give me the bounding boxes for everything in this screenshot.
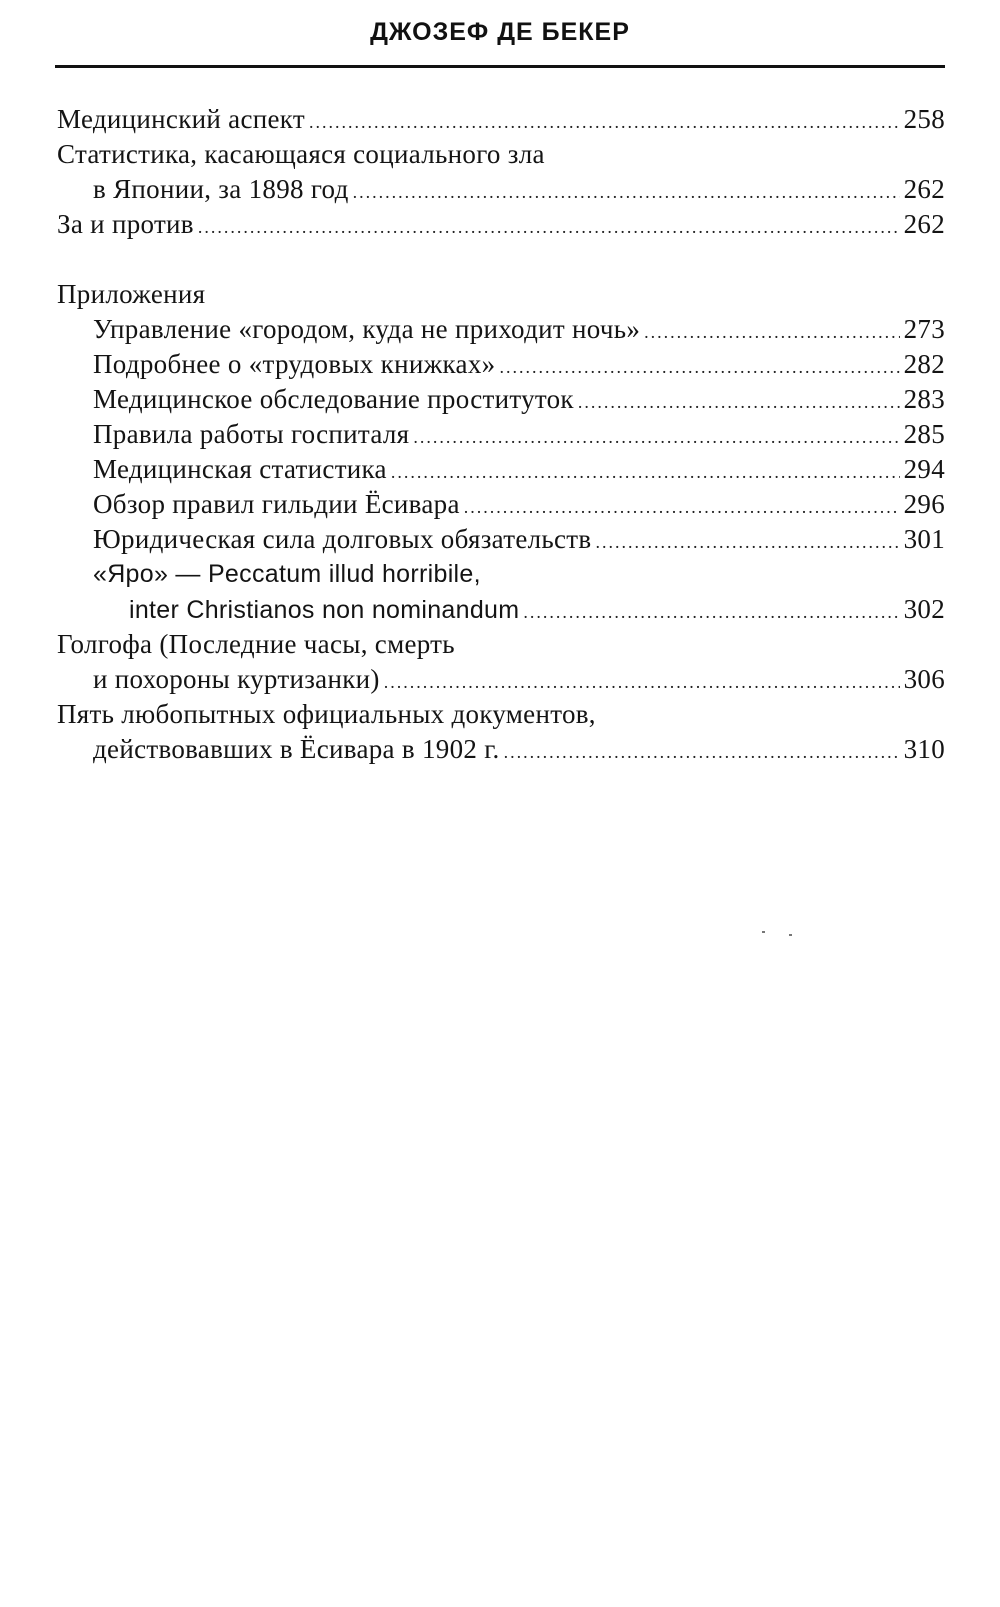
table-of-contents — [57, 102, 945, 767]
toc-entry-title: «Яро» — Peccatum illud horribile, — [93, 560, 481, 588]
appendix-heading — [57, 277, 945, 312]
appendix-entry — [57, 417, 945, 452]
dot-leader — [644, 315, 899, 350]
toc-entry-title: Юридическая сила долговых обязательств — [93, 524, 592, 554]
running-head: ДЖОЗЕФ ДЕ БЕКЕР — [370, 18, 630, 46]
toc-entry-page: 302 — [903, 594, 945, 624]
dot-leader — [391, 455, 900, 490]
toc-entry-title: Медицинский аспект — [57, 104, 305, 134]
appendix-heading-text: Приложения — [57, 279, 206, 309]
toc-entry-page: 283 — [903, 384, 945, 414]
toc-entry-page: 296 — [903, 489, 945, 519]
toc-entry-title: Управление «городом, куда не приходит ночь» — [93, 314, 641, 344]
toc-entry — [57, 207, 945, 242]
toc-entry-title: Медицинская статистика — [93, 454, 387, 484]
dot-leader — [353, 175, 900, 210]
toc-entry-title: Подробнее о «трудовых книжках» — [93, 349, 496, 379]
dot-leader — [499, 350, 899, 385]
toc-entry-page: 273 — [903, 314, 945, 344]
dot-leader — [578, 385, 900, 420]
toc-entry-title: Статистика, касающаяся социального зла — [57, 139, 545, 169]
toc-entry-title-continuation: действовавших в Ёсивара в 1902 г. — [93, 734, 500, 764]
appendix-entry — [57, 487, 945, 522]
header-rule — [55, 65, 945, 68]
toc-entry-line1 — [57, 697, 945, 732]
dot-leader — [464, 490, 900, 525]
toc-entry-page: 285 — [903, 419, 945, 449]
appendix-entry — [57, 522, 945, 557]
toc-entry-title: Голгофа (Последние часы, смерть — [57, 629, 455, 659]
appendix-entry — [57, 452, 945, 487]
dot-leader — [413, 420, 899, 455]
dot-leader — [523, 595, 899, 630]
toc-entry-title: Обзор правил гильдии Ёсивара — [93, 489, 460, 519]
toc-entry-title-continuation: в Японии, за 1898 год — [93, 174, 349, 204]
scan-speck — [762, 931, 765, 933]
toc-entry-page: 294 — [903, 454, 945, 484]
toc-entry-page: 258 — [903, 104, 945, 134]
dot-leader — [198, 210, 900, 245]
dot-leader — [384, 665, 900, 700]
section-gap — [57, 242, 945, 277]
dot-leader — [504, 735, 900, 770]
dot-leader — [309, 105, 900, 140]
dot-leader — [595, 525, 899, 560]
appendix-entry-line1 — [57, 557, 945, 592]
toc-entry-title-continuation: inter Christianos non nominandum — [129, 596, 520, 624]
toc-entry-page: 262 — [903, 209, 945, 239]
toc-entry-page: 306 — [903, 664, 945, 694]
toc-entry-line1 — [57, 627, 945, 662]
toc-entry-line2 — [57, 732, 945, 767]
toc-entry-title-continuation: и похороны куртизанки) — [93, 664, 380, 694]
toc-entry-title: За и против — [57, 209, 194, 239]
toc-entry-title: Правила работы госпиталя — [93, 419, 410, 449]
toc-entry-line1 — [57, 137, 945, 172]
toc-entry-line2 — [57, 172, 945, 207]
toc-entry-line2 — [57, 662, 945, 697]
toc-entry-title: Медицинское обследование проституток — [93, 384, 574, 414]
toc-entry-title: Пять любопытных официальных документов, — [57, 699, 596, 729]
appendix-entry-line2 — [57, 592, 945, 627]
toc-entry-page: 301 — [903, 524, 945, 554]
toc-entry-page: 282 — [903, 349, 945, 379]
toc-entry-page: 262 — [903, 174, 945, 204]
scan-speck — [789, 934, 792, 936]
appendix-entry — [57, 347, 945, 382]
appendix-entry — [57, 312, 945, 347]
toc-entry-page: 310 — [903, 734, 945, 764]
toc-entry — [57, 102, 945, 137]
appendix-entry — [57, 382, 945, 417]
